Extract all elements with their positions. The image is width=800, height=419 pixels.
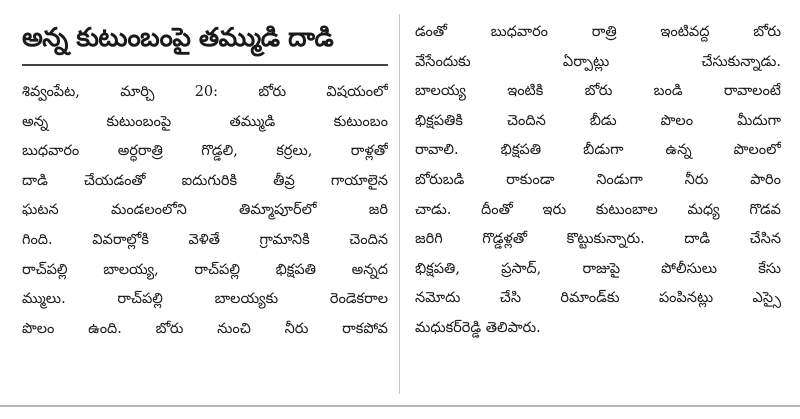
body-line: శివ్వంపేట, మార్చి 20: బోరు విషయంలో [22, 84, 388, 100]
body-line: బోరుబడి రాకుండా నిండుగా నీరు పారిం [415, 171, 781, 188]
body-line: రాచ్‌పల్లి బాలయ్య, రాచ్‌పల్లి భిక్షపతి అన్నద [22, 261, 388, 278]
body-line: మధుకర్‌రెడ్డి తెలిపారు. [415, 319, 541, 336]
body-line: పొలం ఉంది. బోరు నుంచి నీరు రాకపోవ [22, 320, 388, 337]
body-line: బాలయ్య ఇంటికి బోరు బండి రావాలంటే [415, 83, 781, 100]
bottom-rule [0, 405, 800, 407]
article-headline: అన్న కుటుంబంపై తమ్ముడి దాడి [22, 23, 334, 53]
body-line: వేసేందుకు ఏర్పాట్లు చేసుకున్నాడు. [415, 53, 781, 70]
body-line: బుధవారం అర్ధరాత్రి గొడ్డలి, కర్రలు, రాళ్లతో [22, 143, 388, 160]
body-line: అన్న కుటుంబంపై తమ్ముడి కుటుంబం [22, 113, 388, 130]
body-line: ఘటన మండలంలోని తిమ్మాపూర్‌లో జరి [22, 202, 388, 219]
body-line: చాడు. దీంతో ఇరు కుటుంబాల మధ్య గొడవ [415, 201, 781, 218]
body-line: జరిగి గొడ్డళ్లతో కొట్టుకున్నారు. దాడి చేసిన [415, 231, 781, 248]
body-line: భిక్షపతి, ప్రసాద్, రాజుపై పోలీసులు కేసు [415, 260, 781, 277]
body-line: రావాలి. భిక్షపతి బీడుగా ఉన్న పొలంలో [415, 142, 781, 159]
body-line: నమోదు చేసి రిమాండ్‌కు పంపినట్లు ఎస్సై [415, 290, 781, 307]
headline-rule [22, 64, 388, 66]
body-line: డంతో బుధవారం రాత్రి ఇంటివద్ద బోరు [415, 24, 781, 40]
column-divider [399, 14, 400, 394]
body-line: దాడి చేయడంతో ఐదుగురికి తీవ్ర గాయాలైన [22, 172, 388, 189]
right-column [415, 18, 781, 344]
body-line: గింది. వివరాల్లోకి వెళితే గ్రామానికి చెందిన [22, 231, 388, 248]
body-line: మ్ములు. రాచ్‌పల్లి బాలయ్యకు రెండెకరాల [22, 291, 388, 308]
left-column [22, 18, 388, 344]
body-line: భిక్షపతికి చెందిన బీడు పొలం మీదుగా [415, 112, 781, 129]
